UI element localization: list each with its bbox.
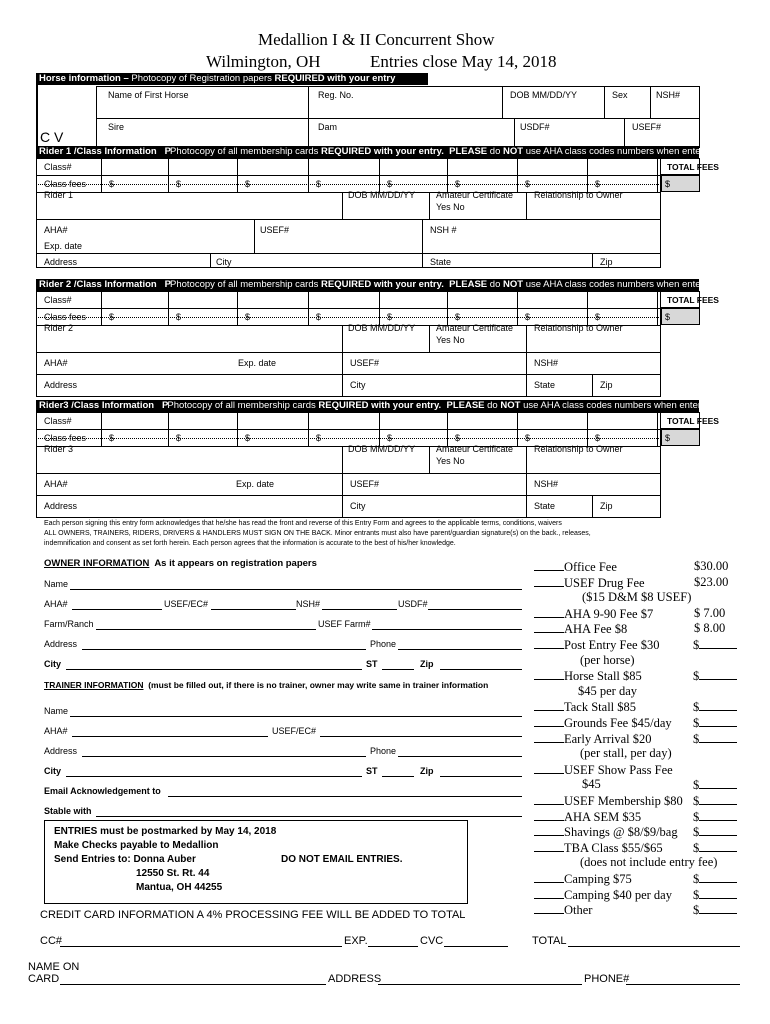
fee-amount-4: $ 8.00 bbox=[694, 621, 726, 636]
rider-1-bar: Rider 1 /Class Information PPhotocopy of all membership cards REQUIRED with your entry. PLEASE do NOT use AHA class codes numbers when entering classes. bbox=[36, 146, 699, 158]
owner-heading: OWNER INFORMATION As it appears on registration papers bbox=[44, 558, 317, 569]
postmark-note: ENTRIES must be postmarked by May 14, 2018 bbox=[54, 826, 277, 837]
trainer-st-label: ST bbox=[366, 766, 378, 776]
checks-payable-note: Make Checks payable to Medallion bbox=[54, 840, 219, 851]
rider-3-dob-label: DOB MM/DD/YY bbox=[348, 444, 416, 454]
rider-3-relationship-label: Relationship to Owner bbox=[534, 444, 623, 454]
fee-amount-3: $ 7.00 bbox=[694, 605, 726, 620]
card-label: CARD bbox=[28, 973, 60, 985]
rider-2-relationship-label: Relationship to Owner bbox=[534, 323, 623, 333]
fee-note-14: $45 bbox=[582, 777, 601, 792]
owner-usdf-label: USDF# bbox=[398, 599, 428, 609]
horse-usef-field[interactable]: USEF# bbox=[632, 122, 662, 132]
rider-1-state-label: State bbox=[430, 257, 452, 267]
rider-2-class-fee-9[interactable]: $ bbox=[665, 312, 671, 322]
rider-1-yes-no[interactable]: Yes No bbox=[436, 202, 465, 212]
fee-note-12: (per stall, per day) bbox=[580, 746, 672, 761]
first-horse-field[interactable]: Name of First Horse bbox=[108, 90, 189, 100]
fee-amount-14[interactable]: $ bbox=[693, 778, 737, 792]
fee-row-10[interactable]: Grounds Fee $45/day bbox=[534, 716, 672, 730]
rider-2-class-label: Class# bbox=[44, 295, 72, 305]
rider-3-class-fee-3[interactable]: $ bbox=[245, 433, 251, 443]
fee-amount-17[interactable]: $ bbox=[693, 825, 737, 839]
rider-2-amateur-label: Amateur Certificate bbox=[436, 323, 514, 333]
cc-line[interactable] bbox=[60, 946, 342, 947]
rider-1-address-label: Address bbox=[44, 257, 78, 267]
horse-nsh-field[interactable]: NSH# bbox=[656, 90, 681, 100]
fee-row-4[interactable]: AHA Fee $8 bbox=[534, 622, 627, 636]
rider-3-class-fee-4[interactable]: $ bbox=[316, 433, 322, 443]
rider-3-class-fee-9[interactable]: $ bbox=[665, 433, 671, 443]
fee-amount-11[interactable]: $ bbox=[693, 732, 737, 746]
disclaimer-line-1: Each person signing this entry form acknowledges that he/she has read the front and reverse of this Entry Form and agrees to the applicable terms, conditions, waivers bbox=[44, 520, 562, 527]
horse-info-bar: Horse information – Photocopy of Registration papers REQUIRED with your entry bbox=[36, 73, 428, 85]
rider-1-nsh-label: NSH # bbox=[430, 225, 457, 235]
rider-1-relationship-label: Relationship to Owner bbox=[534, 190, 623, 200]
sire-field[interactable]: Sire bbox=[108, 122, 125, 132]
rider-3-class-fee-6[interactable]: $ bbox=[455, 433, 461, 443]
email-ack-label: Email Acknowledgement to bbox=[44, 786, 161, 796]
rider-2-zip-label: Zip bbox=[600, 380, 613, 390]
fee-row-7[interactable]: Horse Stall $85 bbox=[534, 669, 642, 683]
rider-1-class-fee-8[interactable]: $ bbox=[595, 179, 601, 189]
fee-row-18[interactable]: TBA Class $55/$65 bbox=[534, 841, 663, 855]
rider-1-city-label: City bbox=[216, 257, 232, 267]
trainer-aha-label: AHA# bbox=[44, 726, 68, 736]
fee-amount-10[interactable]: $ bbox=[693, 716, 737, 730]
owner-aha-label: AHA# bbox=[44, 599, 68, 609]
rider-2-usef-label: USEF# bbox=[350, 358, 380, 368]
fee-row-11[interactable]: Early Arrival $20 bbox=[534, 732, 651, 746]
owner-nsh-label: NSH# bbox=[296, 599, 321, 609]
fee-amount-1: $23.00 bbox=[694, 574, 729, 589]
owner-zip-label: Zip bbox=[420, 659, 434, 669]
form-title: Medallion I & II Concurrent Show bbox=[258, 30, 495, 49]
rider-3-amateur-label: Amateur Certificate bbox=[436, 444, 514, 454]
mail-street: 12550 St. Rt. 44 bbox=[136, 868, 210, 879]
rider-3-yes-no[interactable]: Yes No bbox=[436, 456, 465, 466]
rider-1-name-label: Rider 1 bbox=[44, 190, 74, 200]
rider-2-class-fee-2[interactable]: $ bbox=[176, 312, 182, 322]
rider-2-class-fee-8[interactable]: $ bbox=[595, 312, 601, 322]
fee-row-0[interactable]: Office Fee bbox=[534, 560, 617, 574]
fee-row-3[interactable]: AHA 9-90 Fee $7 bbox=[534, 607, 653, 621]
rider-3-usef-label: USEF# bbox=[350, 479, 380, 489]
rider-3-class-label: Class# bbox=[44, 416, 72, 426]
owner-address-label: Address bbox=[44, 639, 78, 649]
entries-deadline: Entries close May 14, 2018 bbox=[370, 52, 557, 71]
rider-3-address-label: Address bbox=[44, 501, 78, 511]
fee-amount-16[interactable]: $ bbox=[693, 810, 737, 824]
owner-name-label: Name bbox=[44, 579, 69, 589]
rider-2-class-fees-label: Class fees bbox=[44, 312, 87, 322]
rider-1-total-fees-label: TOTAL FEES bbox=[667, 162, 719, 172]
rider-2-class-fee-1[interactable]: $ bbox=[109, 312, 115, 322]
rider-3-class-fee-2[interactable]: $ bbox=[176, 433, 182, 443]
rider-3-class-fee-1[interactable]: $ bbox=[109, 433, 115, 443]
rider-1-class-fee-6[interactable]: $ bbox=[455, 179, 461, 189]
rider-2-aha-label: AHA# bbox=[44, 358, 68, 368]
rider-1-class-fee-4[interactable]: $ bbox=[316, 179, 322, 189]
rider-3-nsh-label: NSH# bbox=[534, 479, 559, 489]
trainer-address-label: Address bbox=[44, 746, 78, 756]
dam-field[interactable]: Dam bbox=[318, 122, 338, 132]
rider-1-class-fee-1[interactable]: $ bbox=[109, 179, 115, 189]
rider-2-class-fee-6[interactable]: $ bbox=[455, 312, 461, 322]
rider-2-total-fees-label: TOTAL FEES bbox=[667, 295, 719, 305]
rider-2-box bbox=[36, 291, 661, 397]
mail-city: Mantua, OH 44255 bbox=[136, 882, 223, 893]
trainer-usef-ec-label: USEF/EC# bbox=[272, 726, 317, 736]
fee-amount-15[interactable]: $ bbox=[693, 794, 737, 808]
rider-2-bar: Rider 2 /Class Information PPhotocopy of all membership cards REQUIRED with your entry. PLEASE do NOT use AHA class codes numbers when entering classes. bbox=[36, 279, 699, 291]
trainer-name-label: Name bbox=[44, 706, 69, 716]
rider-3-bar: Rider3 /Class Information PPhotocopy of all membership cards REQUIRED with your entry. PLEASE do NOT use AHA class codes numbers when entering classes bbox=[36, 400, 699, 412]
rider-1-class-fee-5[interactable]: $ bbox=[387, 179, 393, 189]
owner-st-label: ST bbox=[366, 659, 378, 669]
rider-3-box bbox=[36, 412, 661, 518]
cc-label: CC# bbox=[40, 935, 63, 947]
rider-1-amateur-label: Amateur Certificate bbox=[436, 190, 514, 200]
owner-phone-label: Phone bbox=[370, 639, 397, 649]
rider-1-class-fee-2[interactable]: $ bbox=[176, 179, 182, 189]
rider-1-zip-label: Zip bbox=[600, 257, 613, 267]
horse-usdf-field[interactable]: USDF# bbox=[520, 122, 550, 132]
trainer-zip-label: Zip bbox=[420, 766, 434, 776]
horse-dob-field[interactable]: DOB MM/DD/YY bbox=[510, 90, 578, 100]
rider-1-dob-label: DOB MM/DD/YY bbox=[348, 190, 416, 200]
rider-3-class-fees-label: Class fees bbox=[44, 433, 87, 443]
cardholder-phone-label: PHONE# bbox=[584, 973, 630, 985]
rider-3-name-label: Rider 3 bbox=[44, 444, 74, 454]
no-email-note: DO NOT EMAIL ENTRIES. bbox=[281, 854, 403, 865]
rider-2-class-fee-7[interactable]: $ bbox=[525, 312, 531, 322]
rider-3-state-label: State bbox=[534, 501, 556, 511]
rider-2-class-fee-4[interactable]: $ bbox=[316, 312, 322, 322]
rider-1-class-fee-3[interactable]: $ bbox=[245, 179, 251, 189]
owner-usef-ec-label: USEF/EC# bbox=[164, 599, 209, 609]
fee-row-5[interactable]: Post Entry Fee $30 bbox=[534, 638, 659, 652]
rider-3-total-fees-label: TOTAL FEES bbox=[667, 416, 719, 426]
fee-row-13[interactable]: USEF Show Pass Fee bbox=[534, 763, 673, 777]
fee-amount-20[interactable]: $ bbox=[693, 872, 737, 886]
fee-amount-21[interactable]: $ bbox=[693, 888, 737, 902]
rider-1-class-fee-7[interactable]: $ bbox=[525, 179, 531, 189]
rider-2-exp-label: Exp. date bbox=[238, 358, 277, 368]
trainer-heading: TRAINER INFORMATION (must be filled out, if there is no trainer, owner may write same in trainer information bbox=[44, 680, 489, 690]
rider-1-aha-label: AHA# bbox=[44, 225, 68, 235]
trainer-phone-label: Phone bbox=[370, 746, 397, 756]
rider-3-class-fee-8[interactable]: $ bbox=[595, 433, 601, 443]
show-location: Wilmington, OH bbox=[206, 52, 321, 71]
send-entries-to: Send Entries to: Donna Auber bbox=[54, 854, 196, 865]
rider-3-zip-label: Zip bbox=[600, 501, 613, 511]
rider-3-exp-label: Exp. date bbox=[236, 479, 275, 489]
owner-city-label: City bbox=[44, 659, 62, 669]
rider-2-class-fee-3[interactable]: $ bbox=[245, 312, 251, 322]
rider-2-class-fee-5[interactable]: $ bbox=[387, 312, 393, 322]
reg-no-field[interactable]: Reg. No. bbox=[318, 90, 354, 100]
trainer-city-label: City bbox=[44, 766, 62, 776]
fee-amount-0: $30.00 bbox=[694, 559, 729, 573]
cardholder-address-label: ADDRESS bbox=[328, 973, 382, 985]
fee-row-16[interactable]: AHA SEM $35 bbox=[534, 810, 641, 824]
fee-amount-22[interactable]: $ bbox=[693, 903, 737, 917]
fee-row-17[interactable]: Shavings @ $8/$9/bag bbox=[534, 825, 678, 839]
rider-2-name-label: Rider 2 bbox=[44, 323, 74, 333]
rider-2-dob-label: DOB MM/DD/YY bbox=[348, 323, 416, 333]
rider-3-class-fee-7[interactable]: $ bbox=[525, 433, 531, 443]
rider-2-address-label: Address bbox=[44, 380, 78, 390]
rider-3-aha-label: AHA# bbox=[44, 479, 68, 489]
disclaimer-line-2: ALL OWNERS, TRAINERS, RIDERS, DRIVERS & HANDLERS MUST SIGN ON THE BACK. Minor entrants must also have parent/guardian signature(s) on the back., releases, bbox=[44, 530, 591, 537]
fee-row-20[interactable]: Camping $75 bbox=[534, 872, 632, 886]
name-on-label: NAME ON bbox=[28, 961, 80, 973]
owner-farm-label: Farm/Ranch bbox=[44, 619, 94, 629]
rider-2-city-label: City bbox=[350, 380, 366, 390]
cc-note: CREDIT CARD INFORMATION A 4% PROCESSING FEE WILL BE ADDED TO TOTAL bbox=[40, 909, 466, 921]
rider-2-yes-no[interactable]: Yes No bbox=[436, 335, 465, 345]
owner-usef-farm-label: USEF Farm# bbox=[318, 619, 371, 629]
total-label: TOTAL bbox=[532, 935, 567, 947]
rider-1-class-fee-9[interactable]: $ bbox=[665, 179, 671, 189]
fee-note-8: $45 per day bbox=[578, 683, 638, 698]
fee-row-22[interactable]: Other bbox=[534, 903, 592, 917]
rider-3-class-fee-5[interactable]: $ bbox=[387, 433, 393, 443]
fee-amount-7[interactable]: $ bbox=[693, 669, 737, 683]
fee-row-1[interactable]: USEF Drug Fee bbox=[534, 576, 645, 590]
rider-1-usef-label: USEF# bbox=[260, 225, 290, 235]
rider-1-class-label: Class# bbox=[44, 162, 72, 172]
rider-1-class-fees-label: Class fees bbox=[44, 179, 87, 189]
cc-cvc-label: CVC bbox=[420, 935, 444, 947]
rider-2-nsh-label: NSH# bbox=[534, 358, 559, 368]
cc-exp-label: EXP. bbox=[344, 935, 368, 947]
fee-note-19: (does not include entry fee) bbox=[580, 855, 718, 870]
fee-row-9[interactable]: Tack Stall $85 bbox=[534, 700, 636, 714]
owner-name-line[interactable] bbox=[70, 589, 522, 590]
rider-3-city-label: City bbox=[350, 501, 366, 511]
rider-1-exp-label: Exp. date bbox=[44, 241, 83, 251]
fee-amount-18[interactable]: $ bbox=[693, 841, 737, 855]
fee-note-2: ($15 D&M $8 USEF) bbox=[582, 590, 692, 605]
sex-field[interactable]: Sex bbox=[612, 90, 628, 100]
fee-amount-5[interactable]: $ bbox=[693, 638, 737, 652]
fee-row-21[interactable]: Camping $40 per day bbox=[534, 888, 672, 902]
fee-note-6: (per horse) bbox=[580, 652, 635, 667]
rider-2-state-label: State bbox=[534, 380, 556, 390]
stable-with-label: Stable with bbox=[44, 806, 92, 816]
fee-row-15[interactable]: USEF Membership $80 bbox=[534, 794, 683, 808]
fee-amount-9[interactable]: $ bbox=[693, 700, 737, 714]
cv-marker: C V bbox=[40, 129, 64, 145]
disclaimer-line-3: indemnification and consent as set forth herein. Each person agrees that the information is accurate to the best of his/her knowledge. bbox=[44, 540, 456, 547]
